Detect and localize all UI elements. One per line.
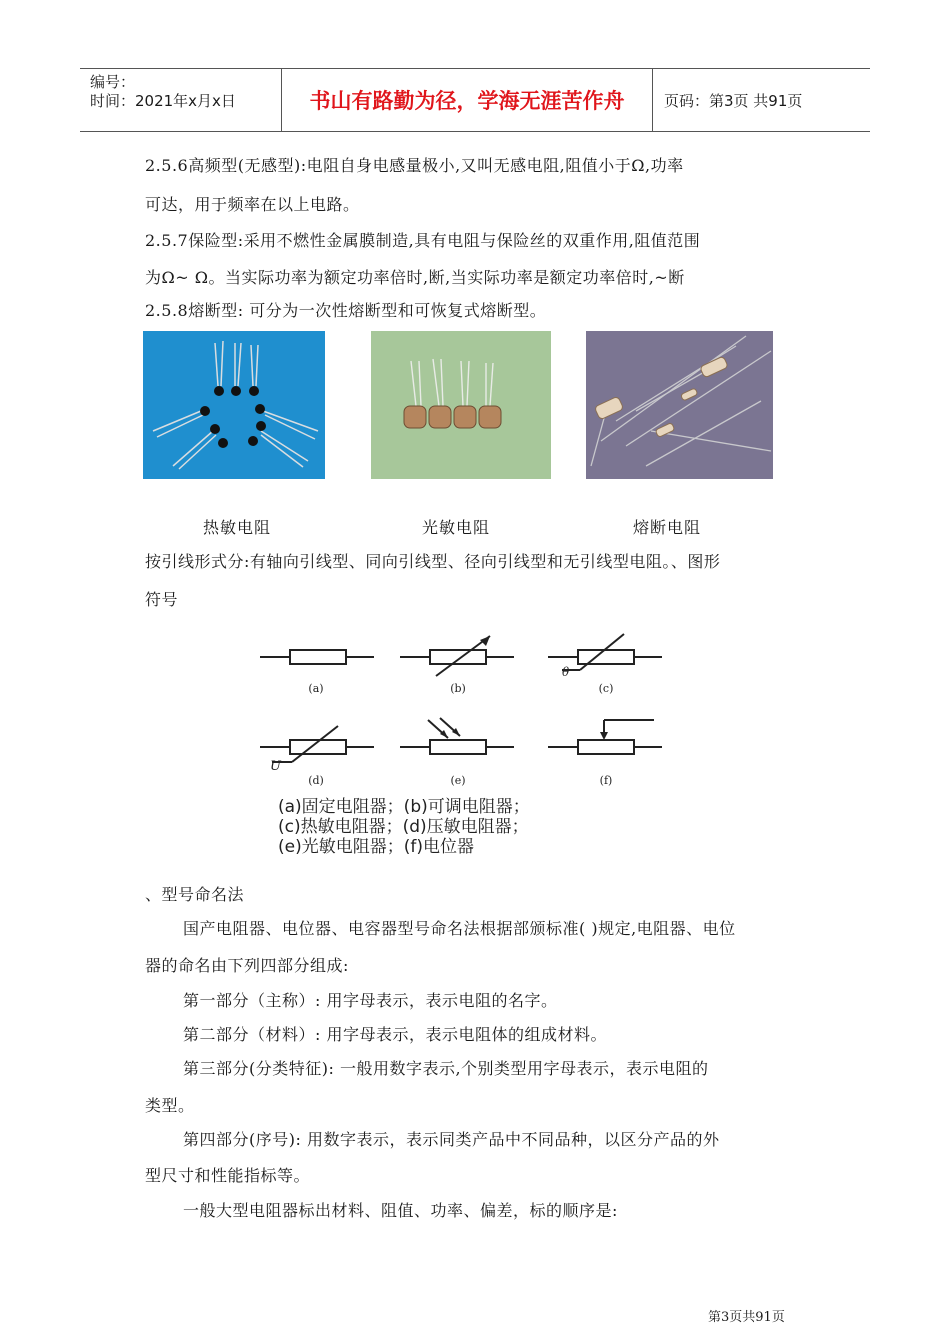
photoresistor-photo: [371, 331, 551, 479]
resistor-symbols-figure: [258, 630, 666, 862]
u-label: U: [270, 759, 281, 774]
number-label: 编号：: [90, 73, 136, 91]
page-header: [80, 68, 870, 132]
header-motto: 书山有路勤为径，学海无涯苦作舟: [282, 69, 653, 131]
label-c: (c): [598, 682, 614, 695]
caption-photoresistor: 光敏电阻: [422, 518, 491, 537]
caption-fusible-resistor: 熔断电阻: [633, 518, 702, 537]
paragraph-fusible-type: 2.5.8熔断型: 可分为一次性熔断型和可恢复式熔断型。: [145, 301, 547, 320]
paragraph-naming-standard-line1: 国产电阻器、电位器、电容器型号命名法根据部颁标准( )规定,电阻器、电位: [183, 919, 736, 938]
paragraph-fuse-type-line2: 为Ω~ Ω。当实际功率为额定功率倍时,断,当实际功率是额定功率倍时,~断: [145, 268, 685, 287]
paragraph-part-four-line1: 第四部分(序号): 用数字表示，表示同类产品中不同品种，以区分产品的外: [183, 1130, 720, 1149]
paragraph-naming-standard-line2: 器的命名由下列四部分组成:: [145, 956, 349, 975]
paragraph-high-frequency-line2: 可达，用于频率在以上电路。: [145, 195, 360, 214]
label-b: (b): [450, 682, 466, 695]
header-page-label: 页码：第3页 共91页: [664, 91, 803, 110]
legend-line1: (a)固定电阻器；(b)可调电阻器；: [278, 797, 530, 817]
paragraph-part-four-line2: 型尺寸和性能指标等。: [145, 1166, 311, 1185]
paragraph-part-one: 第一部分（主称）: 用字母表示，表示电阻的名字。: [183, 991, 558, 1010]
paragraph-lead-types-line1: 按引线形式分:有轴向引线型、同向引线型、径向引线型和无引线型电阻。、图形: [145, 552, 721, 571]
label-e: (e): [450, 774, 466, 787]
paragraph-part-three-line1: 第三部分(分类特征): 一般用数字表示,个别类型用字母表示，表示电阻的: [183, 1059, 709, 1078]
paragraph-marking-order: 一般大型电阻器标出材料、阻值、功率、偏差，标的顺序是:: [183, 1201, 618, 1220]
paragraph-part-two: 第二部分（材料）: 用字母表示，表示电阻体的组成材料。: [183, 1025, 607, 1044]
label-f: (f): [599, 774, 613, 787]
legend-line3: (e)光敏电阻器；(f)电位器: [278, 837, 474, 857]
paragraph-part-three-line2: 类型。: [145, 1096, 195, 1115]
paragraph-high-frequency-line1: 2.5.6高频型(无感型):电阻自身电感量极小,又叫无感电阻,阻值小于Ω,功率: [145, 156, 684, 175]
label-a: (a): [308, 682, 324, 695]
fusible-resistor-photo: [586, 331, 773, 479]
thermistor-photo: [143, 331, 325, 479]
header-meta: [80, 69, 282, 131]
theta-label: θ: [562, 665, 570, 679]
section-heading-model-naming: 、型号命名法: [145, 885, 245, 904]
label-d: (d): [308, 774, 324, 787]
paragraph-fuse-type-line1: 2.5.7保险型:采用不燃性金属膜制造,具有电阻与保险丝的双重作用,阻值范围: [145, 231, 701, 250]
page-footer: 第3页共91页: [708, 1310, 785, 1325]
paragraph-lead-types-line2: 符号: [145, 590, 179, 609]
time-label: 时间：2021年x月x日: [90, 92, 236, 110]
caption-thermistor: 热敏电阻: [203, 518, 272, 537]
legend-line2: (c)热敏电阻器；(d)压敏电阻器；: [278, 817, 529, 837]
